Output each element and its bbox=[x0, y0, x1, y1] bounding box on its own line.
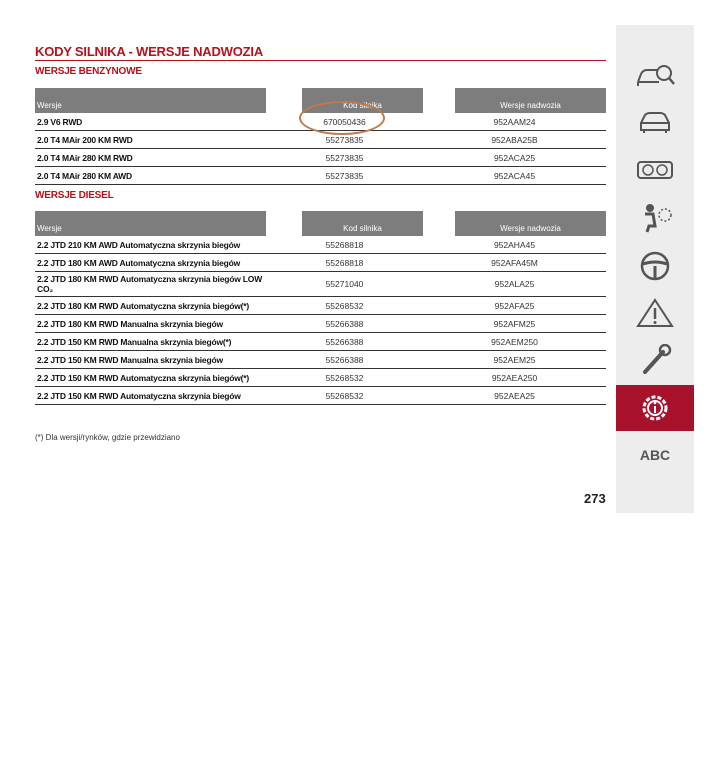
column-header-code: Kod silnika bbox=[266, 88, 423, 113]
engine-code-cell: 55268818 bbox=[266, 236, 423, 254]
highlight-circle bbox=[299, 101, 385, 135]
body-version-cell: 952ACA45 bbox=[423, 167, 606, 185]
engine-code-cell: 55273835 bbox=[266, 167, 423, 185]
version-cell: 2.2 JTD 150 KM RWD Manualna skrzynia biegów bbox=[35, 351, 266, 369]
footnote: (*) Dla wersji/rynków, gdzie przewidziano bbox=[35, 433, 180, 442]
column-header-code: Kod silnika bbox=[266, 211, 423, 236]
engine-code-cell: 55268532 bbox=[266, 387, 423, 405]
column-header-body: Wersje nadwozia bbox=[423, 211, 606, 236]
column-header-version: Wersje bbox=[35, 211, 266, 236]
car-search-icon[interactable] bbox=[616, 53, 694, 99]
table-row bbox=[35, 131, 606, 149]
engine-code-cell: 55266388 bbox=[266, 333, 423, 351]
body-version-cell: 952AFA45M bbox=[423, 254, 606, 272]
engine-code-cell: 55266388 bbox=[266, 351, 423, 369]
dashboard-icon[interactable] bbox=[616, 147, 694, 193]
info-gear-icon[interactable] bbox=[616, 385, 694, 431]
version-cell: 2.2 JTD 180 KM RWD Automatyczna skrzynia biegów LOW CO₂ bbox=[35, 272, 266, 297]
table-row bbox=[35, 272, 606, 297]
body-version-cell: 952ACA25 bbox=[423, 149, 606, 167]
engine-code-cell: 55268532 bbox=[266, 369, 423, 387]
body-version-cell: 952AEA25 bbox=[423, 387, 606, 405]
version-cell: 2.2 JTD 150 KM RWD Manualna skrzynia biegów(*) bbox=[35, 333, 266, 351]
engine-code-cell: 55268818 bbox=[266, 254, 423, 272]
version-cell: 2.2 JTD 210 KM AWD Automatyczna skrzynia biegów bbox=[35, 236, 266, 254]
body-version-cell: 952AAM24 bbox=[423, 113, 606, 131]
table-row bbox=[35, 387, 606, 405]
engine-code-cell: 55271040 bbox=[266, 272, 423, 297]
version-cell: 2.0 T4 MAir 280 KM AWD bbox=[35, 167, 266, 185]
column-header-version: Wersje bbox=[35, 88, 266, 113]
engine-code-cell: 55273835 bbox=[266, 149, 423, 167]
version-cell: 2.0 T4 MAir 280 KM RWD bbox=[35, 149, 266, 167]
warning-triangle-icon[interactable] bbox=[616, 290, 694, 336]
car-icon[interactable] bbox=[616, 99, 694, 145]
airbag-icon[interactable] bbox=[616, 195, 694, 241]
table-row bbox=[35, 315, 606, 333]
version-cell: 2.2 JTD 150 KM RWD Automatyczna skrzynia biegów(*) bbox=[35, 369, 266, 387]
version-cell: 2.2 JTD 180 KM RWD Manualna skrzynia biegów bbox=[35, 315, 266, 333]
version-cell: 2.2 JTD 150 KM RWD Automatyczna skrzynia biegów bbox=[35, 387, 266, 405]
page-title: KODY SILNIKA - WERSJE NADWOZIA bbox=[35, 44, 264, 59]
body-version-cell: 952AFA25 bbox=[423, 297, 606, 315]
body-version-cell: 952AEM250 bbox=[423, 333, 606, 351]
table-row bbox=[35, 236, 606, 254]
table-row bbox=[35, 149, 606, 167]
version-cell: 2.0 T4 MAir 200 KM RWD bbox=[35, 131, 266, 149]
diesel-table bbox=[35, 211, 606, 405]
engine-code-cell: 55268532 bbox=[266, 297, 423, 315]
index-abc[interactable] bbox=[616, 432, 694, 478]
diesel-heading: WERSJE DIESEL bbox=[35, 190, 114, 201]
title-divider bbox=[35, 60, 606, 61]
body-version-cell: 952AFM25 bbox=[423, 315, 606, 333]
column-header-body: Wersje nadwozia bbox=[423, 88, 606, 113]
version-cell: 2.2 JTD 180 KM AWD Automatyczna skrzynia biegów bbox=[35, 254, 266, 272]
table-row bbox=[35, 351, 606, 369]
wrench-icon[interactable] bbox=[616, 337, 694, 383]
page-number: 273 bbox=[584, 491, 606, 506]
steering-wheel-icon[interactable] bbox=[616, 243, 694, 289]
version-cell: 2.2 JTD 180 KM RWD Automatyczna skrzynia biegów(*) bbox=[35, 297, 266, 315]
engine-code-cell: 55273835 bbox=[266, 131, 423, 149]
engine-code-cell: 55266388 bbox=[266, 315, 423, 333]
table-row bbox=[35, 297, 606, 315]
table-row bbox=[35, 254, 606, 272]
body-version-cell: 952AEM25 bbox=[423, 351, 606, 369]
table-row bbox=[35, 167, 606, 185]
body-version-cell: 952AEA250 bbox=[423, 369, 606, 387]
engine-code-cell: 670050436 bbox=[266, 113, 423, 131]
body-version-cell: 952AHA45 bbox=[423, 236, 606, 254]
chapter-sidebar bbox=[616, 25, 694, 513]
body-version-cell: 952ABA25B bbox=[423, 131, 606, 149]
abc-label: ABC bbox=[639, 447, 671, 463]
table-row bbox=[35, 369, 606, 387]
body-version-cell: 952ALA25 bbox=[423, 272, 606, 297]
version-cell: 2.9 V6 RWD bbox=[35, 113, 266, 131]
table-row bbox=[35, 333, 606, 351]
petrol-heading: WERSJE BENZYNOWE bbox=[35, 66, 142, 77]
